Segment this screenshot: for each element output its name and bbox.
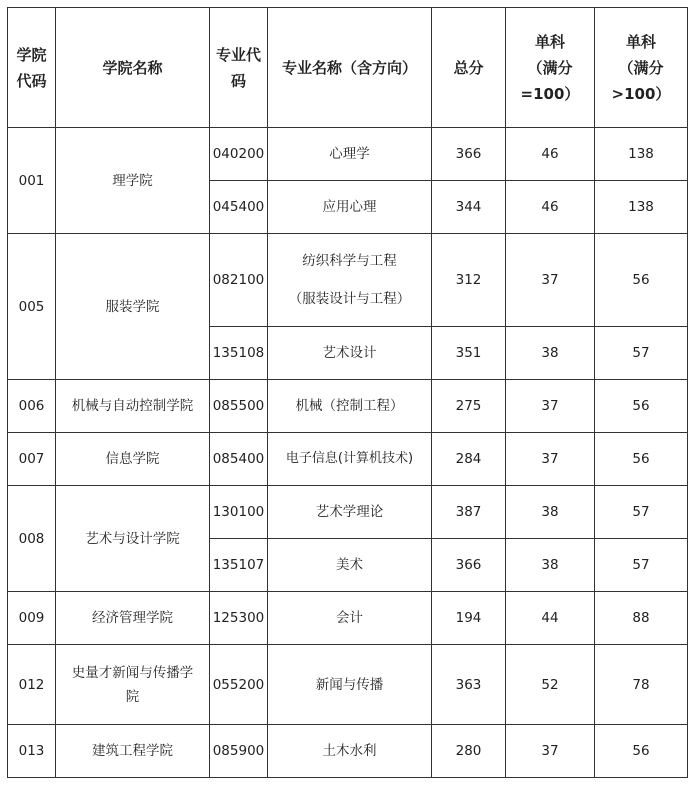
college-name: 艺术与设计学院	[56, 486, 210, 592]
single-100-score: 37	[506, 433, 595, 486]
header-major-name: 专业名称（含方向）	[268, 8, 432, 128]
single-gt100-score: 138	[595, 128, 688, 181]
table-row	[8, 645, 688, 725]
college-name: 建筑工程学院	[56, 725, 210, 778]
major-code: 085500	[210, 380, 268, 433]
total-score: 312	[432, 234, 506, 327]
total-score: 387	[432, 486, 506, 539]
total-score: 366	[432, 128, 506, 181]
single-gt100-score: 57	[595, 539, 688, 592]
major-code: 085900	[210, 725, 268, 778]
table-row	[8, 234, 688, 327]
major-name: 艺术设计	[268, 327, 432, 380]
major-code: 040200	[210, 128, 268, 181]
college-code: 006	[8, 380, 56, 433]
single-100-score: 46	[506, 181, 595, 234]
header-total: 总分	[432, 8, 506, 128]
single-100-score: 46	[506, 128, 595, 181]
college-name: 机械与自动控制学院	[56, 380, 210, 433]
major-name: 电子信息(计算机技术)	[268, 433, 432, 486]
college-code: 005	[8, 234, 56, 380]
total-score: 366	[432, 539, 506, 592]
single-100-score: 37	[506, 725, 595, 778]
header-college-name: 学院名称	[56, 8, 210, 128]
total-score: 363	[432, 645, 506, 725]
college-code: 001	[8, 128, 56, 234]
total-score: 351	[432, 327, 506, 380]
table-row	[8, 433, 688, 486]
total-score: 194	[432, 592, 506, 645]
major-code: 130100	[210, 486, 268, 539]
college-code: 008	[8, 486, 56, 592]
college-name: 经济管理学院	[56, 592, 210, 645]
table-row	[8, 128, 688, 181]
single-gt100-score: 56	[595, 380, 688, 433]
major-code: 135107	[210, 539, 268, 592]
score-table	[7, 7, 688, 778]
major-name: 美术	[268, 539, 432, 592]
single-100-score: 37	[506, 380, 595, 433]
table-row	[8, 592, 688, 645]
header-row	[8, 8, 688, 128]
total-score: 275	[432, 380, 506, 433]
major-name: 艺术学理论	[268, 486, 432, 539]
major-name: 会计	[268, 592, 432, 645]
major-code: 135108	[210, 327, 268, 380]
single-gt100-score: 56	[595, 234, 688, 327]
single-gt100-score: 57	[595, 327, 688, 380]
single-gt100-score: 56	[595, 725, 688, 778]
major-name: 新闻与传播	[268, 645, 432, 725]
single-gt100-score: 88	[595, 592, 688, 645]
college-name: 信息学院	[56, 433, 210, 486]
header-college-code: 学院 代码	[8, 8, 56, 128]
major-name: 纺织科学与工程 （服装设计与工程）	[268, 234, 432, 327]
single-gt100-score: 78	[595, 645, 688, 725]
college-name: 史量才新闻与传播学 院	[56, 645, 210, 725]
major-name: 土木水利	[268, 725, 432, 778]
single-100-score: 38	[506, 327, 595, 380]
table-row	[8, 380, 688, 433]
total-score: 280	[432, 725, 506, 778]
single-gt100-score: 138	[595, 181, 688, 234]
college-code: 013	[8, 725, 56, 778]
table-row	[8, 486, 688, 539]
total-score: 344	[432, 181, 506, 234]
major-code: 082100	[210, 234, 268, 327]
table-row	[8, 725, 688, 778]
single-100-score: 44	[506, 592, 595, 645]
single-100-score: 37	[506, 234, 595, 327]
major-name: 心理学	[268, 128, 432, 181]
header-major-code: 专业代 码	[210, 8, 268, 128]
college-code: 012	[8, 645, 56, 725]
total-score: 284	[432, 433, 506, 486]
major-code: 055200	[210, 645, 268, 725]
header-single-100: 单科 （满分 =100）	[506, 8, 595, 128]
college-name: 服装学院	[56, 234, 210, 380]
major-code: 125300	[210, 592, 268, 645]
major-name: 应用心理	[268, 181, 432, 234]
single-100-score: 38	[506, 539, 595, 592]
single-gt100-score: 56	[595, 433, 688, 486]
header-single-gt100: 单科 （满分 >100）	[595, 8, 688, 128]
college-name: 理学院	[56, 128, 210, 234]
major-code: 085400	[210, 433, 268, 486]
single-100-score: 52	[506, 645, 595, 725]
college-code: 007	[8, 433, 56, 486]
single-100-score: 38	[506, 486, 595, 539]
major-name: 机械（控制工程）	[268, 380, 432, 433]
single-gt100-score: 57	[595, 486, 688, 539]
major-code: 045400	[210, 181, 268, 234]
college-code: 009	[8, 592, 56, 645]
